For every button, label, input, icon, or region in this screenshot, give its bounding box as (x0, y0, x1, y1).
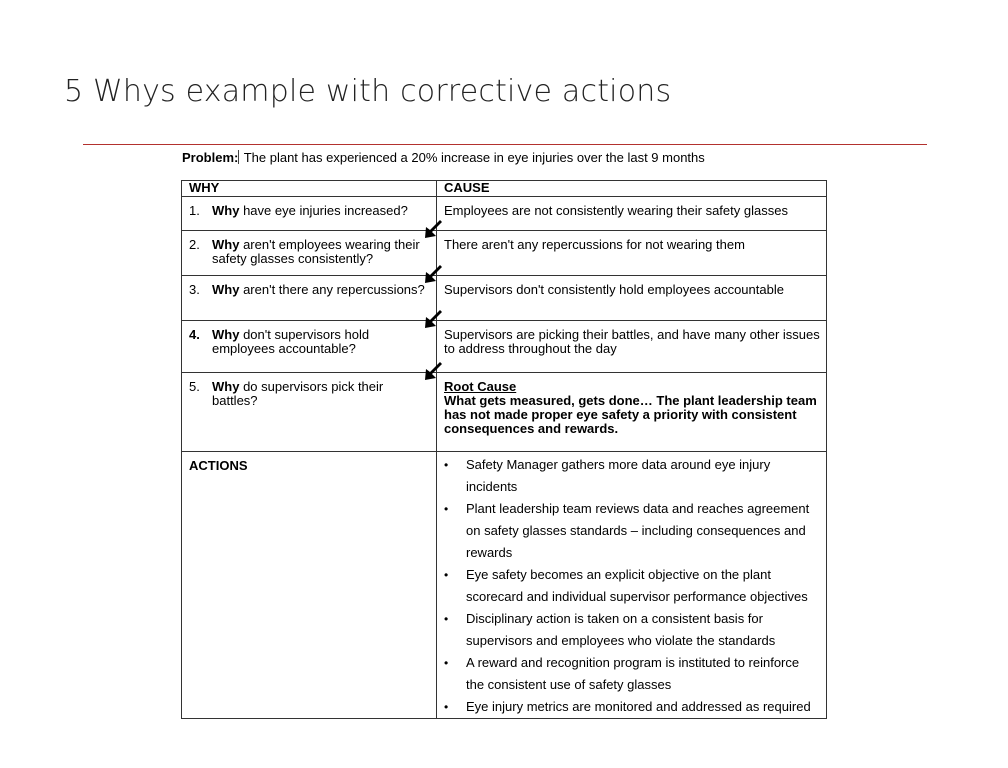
root-cause-cell (437, 373, 827, 452)
cause-text: Employees are not consistently wearing their safety glasses (444, 203, 788, 218)
arrow-down-left-icon (423, 264, 443, 284)
why-number: 3. (189, 282, 200, 297)
bullet-icon: • (444, 458, 449, 472)
cause-cell (437, 321, 827, 373)
list-item: • Eye injury metrics are monitored and addressed as required (444, 696, 820, 718)
why-question: Why don't supervisors hold employees accountable? (212, 327, 370, 356)
header-why: WHY (182, 181, 437, 197)
arrow-down-left-icon (423, 309, 443, 329)
cause-cell (437, 276, 827, 321)
why-cell (182, 276, 437, 321)
why-question: Why aren't there any repercussions? (212, 282, 425, 297)
bullet-icon: • (444, 656, 449, 670)
title-divider (83, 144, 927, 145)
why-cell (182, 373, 437, 452)
why-question: Why do supervisors pick their battles? (212, 379, 384, 408)
table-row (182, 276, 827, 321)
cause-cell (437, 231, 827, 276)
problem-text: The plant has experienced a 20% increase in eye injuries over the last 9 months (240, 150, 705, 165)
arrow-down-left-icon (423, 361, 443, 381)
slide-title: 5 Whys example with corrective actions (64, 74, 672, 109)
bullet-icon: • (444, 502, 449, 516)
problem-label: Problem: (182, 150, 239, 165)
five-whys-table (181, 180, 827, 719)
bullet-icon: • (444, 612, 449, 626)
why-number: 5. (189, 379, 200, 394)
why-question: Why have eye injuries increased? (212, 203, 408, 218)
cause-text: Supervisors are picking their battles, and have many other issues to address throughout the day (444, 327, 820, 356)
actions-row (182, 452, 827, 719)
cause-text: Supervisors don't consistently hold employees accountable (444, 282, 784, 297)
why-number: 4. (189, 327, 200, 342)
why-cell (182, 231, 437, 276)
table-header-row (182, 181, 827, 197)
table-row (182, 321, 827, 373)
actions-label: ACTIONS (182, 452, 437, 719)
table-row (182, 373, 827, 452)
list-item: • A reward and recognition program is instituted to reinforce the consistent use of safety glasses (444, 652, 820, 696)
why-number: 1. (189, 203, 200, 218)
bullet-icon: • (444, 700, 449, 714)
why-number: 2. (189, 237, 200, 252)
why-cell (182, 321, 437, 373)
root-cause-label: Root Cause (444, 379, 517, 394)
table-row (182, 231, 827, 276)
list-item: • Disciplinary action is taken on a consistent basis for supervisors and employees who violate the standards (444, 608, 820, 652)
cause-cell (437, 197, 827, 231)
root-cause-text: What gets measured, gets done… The plant leadership team has not made proper eye safety a priority with consistent consequences and rewards. (444, 393, 817, 436)
list-item: • Safety Manager gathers more data around eye injury incidents (444, 454, 820, 498)
header-cause: CAUSE (437, 181, 827, 197)
why-question: Why aren't employees wearing their safety glasses consistently? (212, 237, 420, 266)
problem-statement (182, 150, 705, 165)
arrow-down-left-icon (423, 219, 443, 239)
list-item: • Plant leadership team reviews data and reaches agreement on safety glasses standards – including consequences and rewards (444, 498, 820, 564)
table-row (182, 197, 827, 231)
bullet-icon: • (444, 568, 449, 582)
actions-cell (437, 452, 827, 719)
list-item: • Eye safety becomes an explicit objective on the plant scorecard and individual supervisor performance objectives (444, 564, 820, 608)
cause-text: There aren't any repercussions for not wearing them (444, 237, 745, 252)
why-cell (182, 197, 437, 231)
actions-list (444, 454, 820, 718)
